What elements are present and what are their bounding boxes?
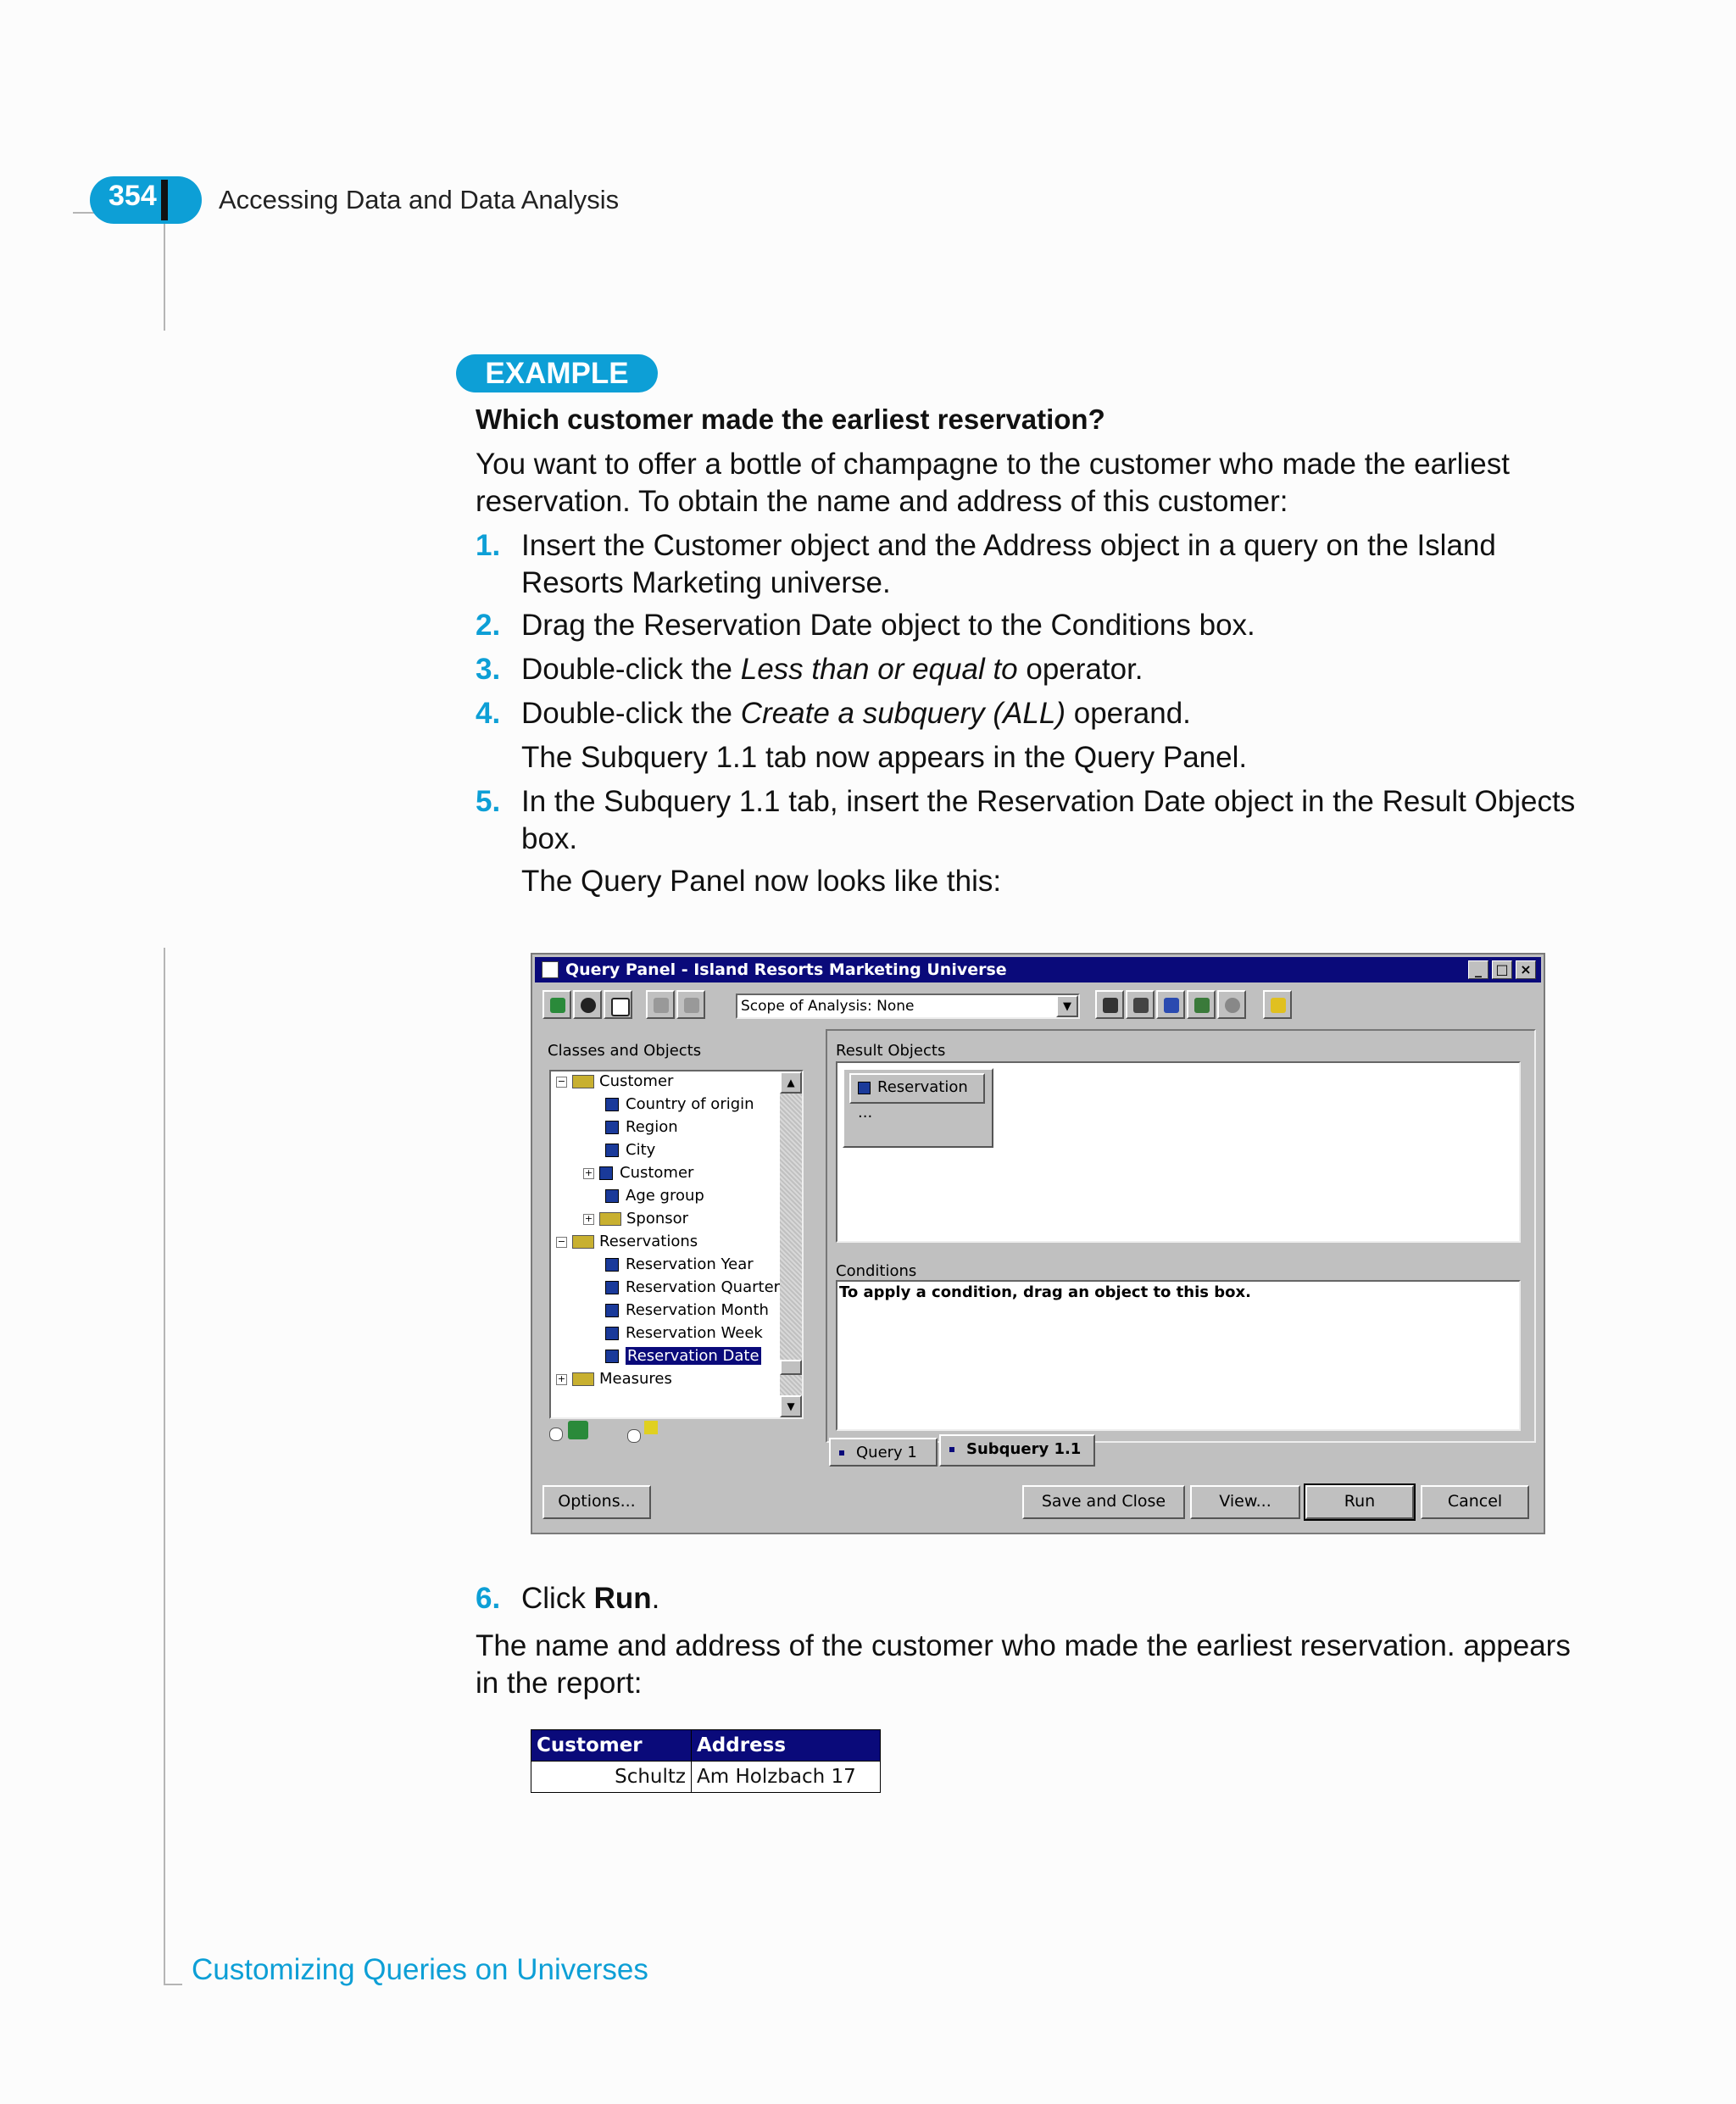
view-button[interactable]: View... [1190, 1485, 1300, 1519]
column-header-address: Address [692, 1730, 881, 1762]
example-heading: Which customer made the earliest reservation? [476, 404, 1105, 435]
page-number-bar [161, 180, 168, 220]
object-icon [605, 1098, 619, 1111]
objects-icon[interactable] [542, 990, 571, 1019]
column-header-customer: Customer [531, 1730, 692, 1762]
step-number: 1. [476, 529, 501, 562]
tab-marker-icon [839, 1450, 844, 1456]
filter-icon[interactable] [646, 990, 675, 1019]
folder-icon [572, 1235, 594, 1249]
app-icon [542, 961, 559, 978]
tree-item-reservation-date[interactable]: Reservation Date [605, 1346, 761, 1366]
tools-icon[interactable] [1187, 990, 1216, 1019]
filter-icon [644, 1421, 658, 1434]
folder-icon [572, 1075, 594, 1088]
tree-item[interactable]: + Customer [584, 1164, 694, 1182]
cancel-button[interactable]: Cancel [1421, 1485, 1529, 1519]
save-and-close-button[interactable]: Save and Close [1022, 1485, 1185, 1519]
window-titlebar [535, 957, 1541, 982]
minimize-button[interactable]: _ [1468, 960, 1488, 979]
conditions-label: Conditions [836, 1262, 917, 1280]
tree-class-measures[interactable]: + Measures [557, 1370, 672, 1388]
object-icon [605, 1189, 619, 1203]
sort-az-icon[interactable] [1126, 990, 1155, 1019]
tab-query-1[interactable]: Query 1 [829, 1438, 938, 1467]
tree-item[interactable]: City [605, 1140, 655, 1161]
tree-item[interactable]: Reservation Month [605, 1300, 769, 1321]
query-panel-window [531, 953, 1545, 1534]
tree-item[interactable]: Reservation Year [605, 1255, 754, 1275]
step-number: 5. [476, 785, 501, 818]
scroll-up-icon[interactable]: ▲ [780, 1071, 802, 1094]
object-icon [605, 1258, 619, 1272]
scroll-thumb[interactable] [780, 1360, 802, 1375]
step-number: 2. [476, 609, 501, 642]
object-icon [605, 1144, 619, 1157]
scope-value: Scope of Analysis: None [741, 998, 915, 1015]
step-text: Double-click the Create a subquery (ALL) operand. [521, 697, 1191, 730]
object-icon [858, 1082, 871, 1094]
step-3 [476, 651, 1594, 688]
folder-icon [599, 1212, 621, 1226]
result-objects-box[interactable] [836, 1061, 1521, 1243]
example-intro: You want to offer a bottle of champagne to the customer who made the earliest reservation. To obtain the name and address of this customer: [476, 448, 1510, 518]
tree-item[interactable]: Age group [605, 1186, 704, 1206]
step-5-note: The Query Panel now looks like this: [521, 865, 1002, 898]
object-icon [605, 1304, 619, 1317]
tree-class-sponsor[interactable]: + Sponsor [584, 1210, 689, 1227]
step-5 [476, 783, 1594, 858]
radio-conditions[interactable] [627, 1429, 641, 1443]
outro-text: The name and address of the customer who made the earliest reservation. appears in the report: [476, 1629, 1571, 1700]
footer-rule [164, 1984, 182, 1985]
folder-icon [572, 1372, 594, 1386]
tree-item[interactable]: Reservation Week [605, 1323, 763, 1344]
footer-chapter-title: Customizing Queries on Universes [192, 1953, 648, 1986]
report-table [531, 1729, 881, 1793]
window-title: Query Panel - Island Resorts Marketing Universe [565, 960, 1007, 979]
step-text: Insert the Customer object and the Address object in a query on the Island Resorts Marketing universe. [521, 529, 1496, 599]
running-head: Accessing Data and Data Analysis [219, 185, 620, 214]
run-button[interactable]: Run [1305, 1485, 1414, 1519]
table-header-row [531, 1730, 881, 1762]
step-text: Double-click the Less than or equal to operator. [521, 653, 1143, 686]
result-objects-label: Result Objects [836, 1042, 946, 1060]
tree-item[interactable]: Reservation Quarter [605, 1277, 780, 1298]
tree-item[interactable]: Region [605, 1117, 678, 1138]
cell-customer: Schultz [531, 1762, 692, 1793]
scope-of-analysis-select[interactable] [736, 994, 1080, 1019]
help-icon[interactable] [1263, 990, 1292, 1019]
classes-tree[interactable] [549, 1070, 804, 1419]
tab-subquery-1-1[interactable]: Subquery 1.1 [939, 1434, 1095, 1467]
objects-icon [568, 1421, 588, 1439]
object-icon [605, 1121, 619, 1134]
result-object-reservation-date[interactable] [843, 1068, 993, 1148]
step-4 [476, 695, 1594, 732]
sql-icon[interactable] [1156, 990, 1185, 1019]
view-icon[interactable] [604, 990, 632, 1019]
grid-icon[interactable] [1095, 990, 1124, 1019]
scroll-down-icon[interactable]: ▼ [780, 1395, 802, 1417]
maximize-button[interactable]: □ [1492, 960, 1512, 979]
step-number: 6. [476, 1582, 501, 1615]
user-objects-icon[interactable] [573, 990, 602, 1019]
close-button[interactable]: × [1516, 960, 1536, 979]
step-4-note: The Subquery 1.1 tab now appears in the Query Panel. [521, 741, 1248, 774]
step-number: 3. [476, 653, 501, 686]
object-icon [605, 1327, 619, 1340]
chevron-down-icon[interactable]: ▼ [1056, 995, 1078, 1017]
tree-class-reservations[interactable]: − Reservations [557, 1233, 698, 1250]
step-text: In the Subquery 1.1 tab, insert the Reservation Date object in the Result Objects box. [521, 785, 1576, 855]
example-label: EXAMPLE [456, 354, 658, 392]
table-row [531, 1762, 881, 1793]
options-button[interactable]: Options... [542, 1485, 651, 1519]
cell-address: Am Holzbach 17 [692, 1762, 881, 1793]
step-1 [476, 527, 1594, 602]
object-icon [605, 1350, 619, 1363]
step-2 [476, 607, 1594, 644]
tree-scrollbar[interactable] [780, 1071, 802, 1417]
margin-rule-top [164, 212, 165, 331]
radio-objects[interactable] [549, 1428, 563, 1441]
globe-icon[interactable] [1217, 990, 1246, 1019]
sort-icon[interactable] [676, 990, 705, 1019]
step-6 [476, 1580, 1594, 1617]
tree-class-customer[interactable]: − Customer [557, 1072, 674, 1090]
page-number: 354 [108, 180, 157, 212]
object-icon [605, 1281, 619, 1294]
classes-and-objects-label: Classes and Objects [548, 1042, 702, 1060]
result-object-chip[interactable]: Reservation ... [849, 1073, 985, 1104]
step-text: Drag the Reservation Date object to the Conditions box. [521, 609, 1255, 642]
conditions-hint: To apply a condition, drag an object to this box. [839, 1283, 1251, 1301]
tab-marker-icon [949, 1447, 954, 1452]
object-icon [599, 1166, 613, 1180]
margin-rule-bottom [164, 948, 165, 1985]
tree-item[interactable]: Country of origin [605, 1094, 754, 1115]
step-text: Click Run. [521, 1582, 660, 1615]
conditions-box[interactable] [836, 1280, 1521, 1431]
step-number: 4. [476, 697, 501, 730]
